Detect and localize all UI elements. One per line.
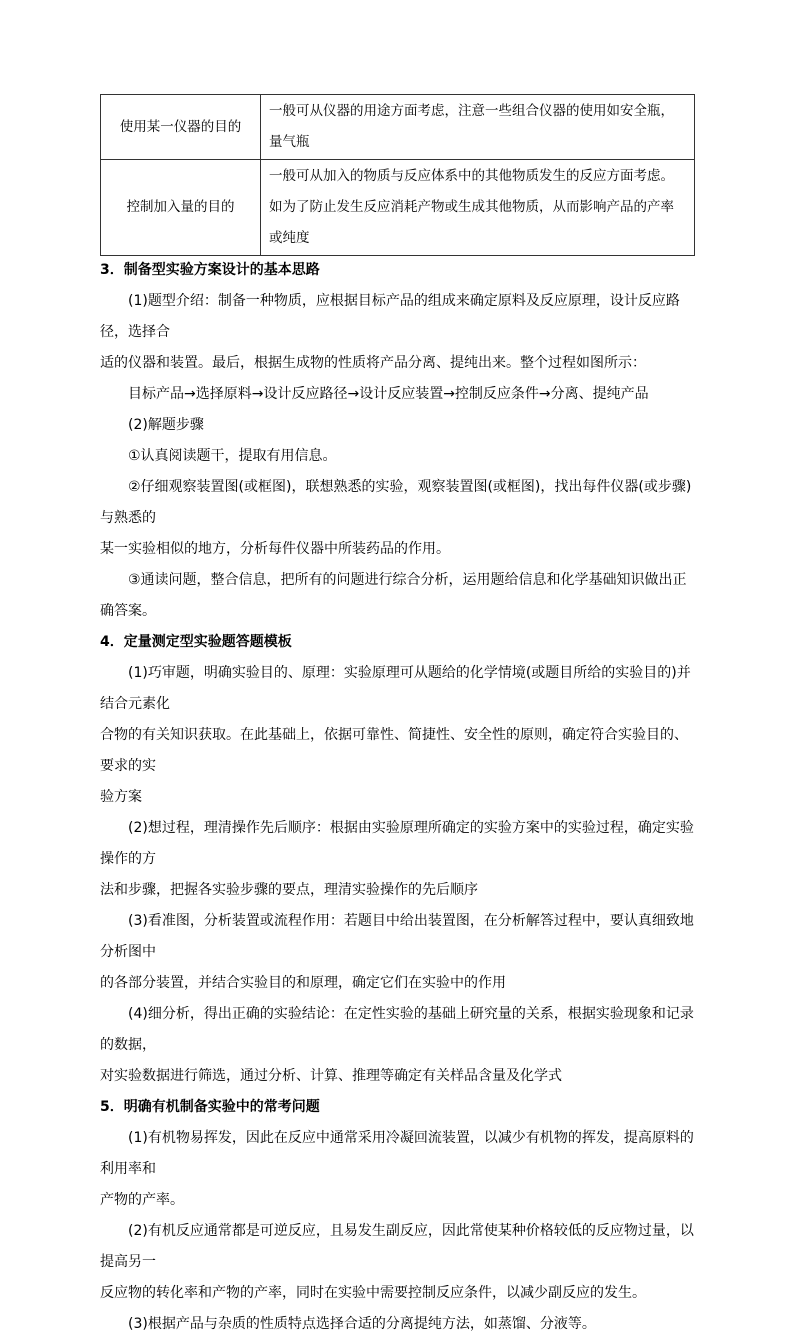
section-heading: 3．制备型实验方案设计的基本思路 <box>100 262 320 278</box>
paragraph-line: 反应物的转化率和产物的产率，同时在实验中需要控制反应条件，以减少副反应的发生。 <box>100 1285 646 1301</box>
paragraph-line: 法和步骤，把握各实验步骤的要点，理清实验操作的先后顺序 <box>100 882 478 898</box>
paragraph-line: ③通读问题，整合信息，把所有的问题进行综合分析，运用题给信息和化学基础知识做出正确答案。 <box>100 572 687 619</box>
paragraph-line: (1)巧审题，明确实验目的、原理：实验原理可从题给的化学情境(或题目所给的实验目的)并结合元素化 <box>100 665 691 712</box>
table-value-cell <box>261 95 695 160</box>
paragraph-line: (1)题型介绍：制备一种物质，应根据目标产品的组成来确定原料及反应原理，设计反应路径，选择合 <box>100 293 680 340</box>
paragraph-line: 合物的有关知识获取。在此基础上，依据可靠性、简捷性、安全性的原则，确定符合实验目的、要求的实 <box>100 727 688 774</box>
table-row <box>101 160 695 256</box>
table-value-line: 一般可从加入的物质与反应体系中的其他物质发生的反应方面考虑。 <box>269 168 674 184</box>
paragraph-line: (1)有机物易挥发，因此在反应中通常采用冷凝回流装置，以减少有机物的挥发，提高原料的利用率和 <box>100 1130 694 1177</box>
section-heading: 4．定量测定型实验题答题模板 <box>100 634 292 650</box>
paragraph-line: (2)解题步骤 <box>128 417 204 433</box>
paragraph-line: 验方案 <box>100 789 142 805</box>
body-text <box>100 255 700 1340</box>
paragraph-line: 某一实验相似的地方，分析每件仪器中所装药品的作用。 <box>100 541 450 557</box>
paragraph-line: (2)有机反应通常都是可逆反应，且易发生副反应，因此常使某种价格较低的反应物过量，以提高另一 <box>100 1223 694 1270</box>
section-heading: 5．明确有机制备实验中的常考问题 <box>100 1099 320 1115</box>
paragraph-line: 对实验数据进行筛选，通过分析、计算、推理等确定有关样品含量及化学式 <box>100 1068 562 1084</box>
paragraph-line: (3)看准图，分析装置或流程作用：若题目中给出装置图，在分析解答过程中，要认真细致地分析图中 <box>100 913 694 960</box>
flow-line: 目标产品→选择原料→设计反应路径→设计反应装置→控制反应条件→分离、提纯产品 <box>128 386 649 402</box>
purpose-table <box>100 94 695 256</box>
paragraph-line: ②仔细观察装置图(或框图)，联想熟悉的实验，观察装置图(或框图)，找出每件仪器(或步骤)与熟悉的 <box>100 479 692 526</box>
paragraph-line: (2)想过程，理清操作先后顺序：根据由实验原理所确定的实验方案中的实验过程，确定实验操作的方 <box>100 820 694 867</box>
table-value-line: 一般可从仪器的用途方面考虑，注意一些组合仪器的使用如安全瓶， <box>269 103 674 119</box>
table-key-cell: 使用某一仪器的目的 <box>101 95 261 160</box>
table-value-line: 如为了防止发生反应消耗产物或生成其他物质，从而影响产品的产率 <box>269 199 674 215</box>
paragraph-line: (3)根据产品与杂质的性质特点选择合适的分离提纯方法，如蒸馏、分液等。 <box>128 1316 596 1332</box>
paragraph-line: 适的仪器和装置。最后，根据生成物的性质将产品分离、提纯出来。整个过程如图所示： <box>100 355 646 371</box>
table-value-line: 量气瓶 <box>269 134 310 150</box>
table-row <box>101 95 695 160</box>
paragraph-line: ①认真阅读题干，提取有用信息。 <box>128 448 337 464</box>
table-value-line: 或纯度 <box>269 230 310 246</box>
table-key-cell: 控制加入量的目的 <box>101 160 261 256</box>
paragraph-line: 的各部分装置，并结合实验目的和原理，确定它们在实验中的作用 <box>100 975 506 991</box>
paragraph-line: 产物的产率。 <box>100 1192 184 1208</box>
paragraph-line: (4)细分析，得出正确的实验结论：在定性实验的基础上研究量的关系，根据实验现象和记录的数据， <box>100 1006 694 1053</box>
table-value-cell <box>261 160 695 256</box>
